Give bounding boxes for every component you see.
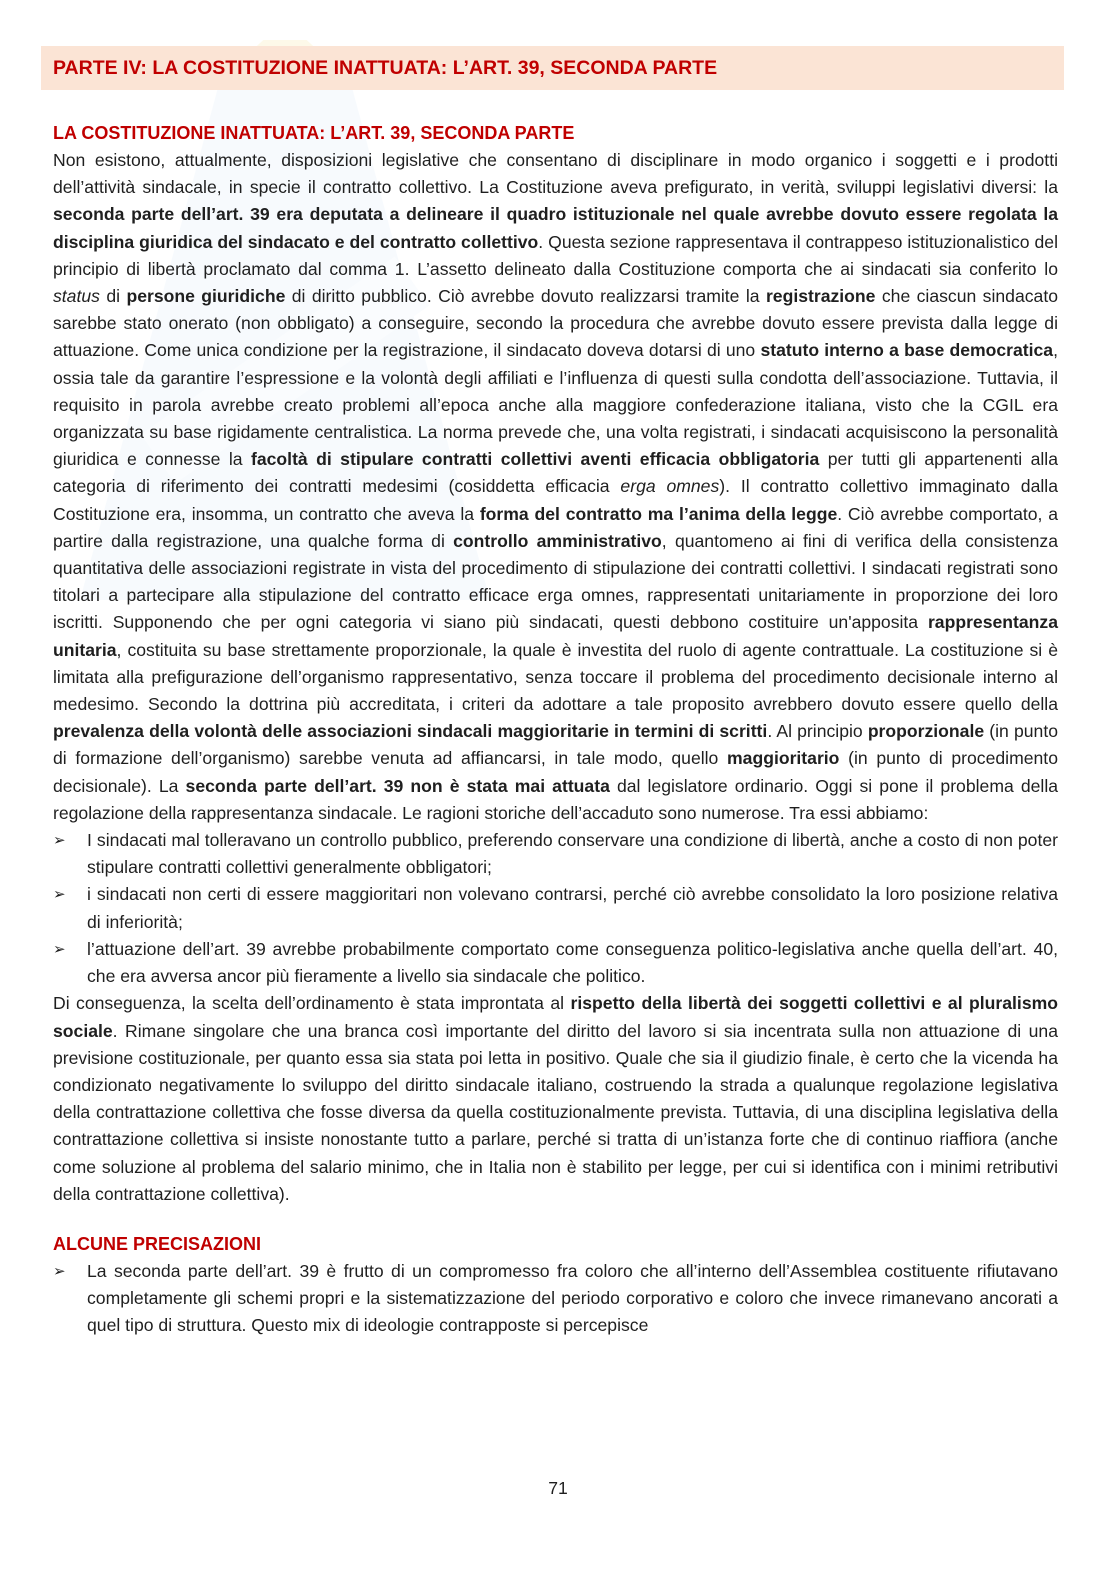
section-title-alcune-precisazioni: ALCUNE PRECISAZIONI: [53, 1233, 262, 1254]
body-paragraph-1: Non esistono, attualmente, disposizioni legislative che consentano di disciplinare in modo organico i soggetti e i prodotti dell’attività sindacale, in specie il contratto collettivo. La Costituzione aveva prefigurato, in verità, sviluppi legislativi diversi: la seconda parte dell’art. 39 era deputata a delineare il quadro istituzionale nel quale avrebbe dovuto essere regolata la disciplina giuridica del sindacato e del contratto collettivo. Questa sezione rappresentava il contrappeso istituzionalistico del principio di libertà proclamato dal comma 1. L’assetto delineato dalla Costituzione comporta che ai sindacati sia conferito lo status di persone giuridiche di diritto pubblico. Ciò avrebbe dovuto realizzarsi tramite la registrazione che ciascun sindacato sarebbe stato onerato (non obbligato) a conseguire, secondo la procedura che avrebbe dovuto essere prevista dalla legge di attuazione. Come unica condizione per la registrazione, il sindacato doveva dotarsi di uno statuto interno a base democratica, ossia tale da garantire l’espressione e la volontà degli affiliati e l’influenza di questi sulla condotta dell’associazione. Tuttavia, il requisito in parola avrebbe creato problemi all’epoca anche alla maggiore confederazione italiana, visto che la CGIL era organizzata su base rigidamente centralistica. La norma prevede che, una volta registrati, i sindacati acquisiscono la personalità giuridica e connesse la facoltà di stipulare contratti collettivi aventi efficacia obbligatoria per tutti gli appartenenti alla categoria di riferimento dei contratti medesimi (cosiddetta efficacia erga omnes). Il contratto collettivo immaginato dalla Costituzione era, insomma, un contratto che aveva la forma del contratto ma l’anima della legge. Ciò avrebbe comportato, a partire dalla registrazione, una qualche forma di controllo amministrativo, quantomeno ai fini di verifica della consistenza quantitativa delle associazioni registrate in vista del procedimento di stipulazione dei contratti collettivi. I sindacati registrati sono titolari a partecipare alla stipulazione del contratto efficace erga omnes, rappresentati unitariamente in proporzione dei loro iscritti. Supponendo che per ogni categoria vi siano più sindacati, questi debbono costituire un'apposita rappresentanza unitaria, costituita su base strettamente proporzionale, la quale è investita del ruolo di agente contrattuale. La costituzione si è limitata alla prefigurazione dell’organismo rappresentativo, senza toccare il problema del procedimento decisionale interno al medesimo. Secondo la dottrina più accreditata, i criteri da adottare a tale proposito avrebbero dovuto essere quello della prevalenza della volontà delle associazioni sindacali maggioritarie in termini di scritti. Al principio proporzionale (in punto di formazione dell’organismo) sarebbe venuta ad affiancarsi, in tale modo, quello maggioritario (in punto di procedimento decisionale). La seconda parte dell’art. 39 non è stata mai attuata dal legislatore ordinario. Oggi si pone il problema della regolazione della rappresentanza sindacale. Le ragioni storiche dell’accaduto sono numerose. Tra essi abbiamo:: [53, 150, 1059, 823]
bold-phrase: controllo amministrativo: [453, 530, 662, 551]
section-title-costituzione-inattuata: LA COSTITUZIONE INATTUATA: L’ART. 39, SECONDA PARTE: [53, 123, 575, 143]
list-item: ➢ I sindacati mal tolleravano un controllo pubblico, preferendo conservare una condizione di libertà, anche a costo di non poter stipulare contratti collettivi generalmente obbligatori;: [53, 827, 1058, 881]
arrow-bullet-icon: ➢: [53, 832, 66, 850]
bold-phrase: statuto interno a base democratica: [760, 340, 1054, 361]
bold-phrase: forma del contratto ma l’anima della legge: [479, 503, 838, 524]
list-item: ➢ La seconda parte dell’art. 39 è frutto di un compromesso fra coloro che all’interno dell’Assemblea costituente rifiutavano completamente gli schemi propri e la sistematizzazione del periodo corporativo e coloro che invece rimanevano ancorati a quel tipo di struttura. Questo mix di ideologie contrapposte si percepisce: [53, 1258, 1058, 1340]
bold-phrase: rappresentanza unitaria: [53, 612, 1058, 660]
bold-phrase: seconda parte dell’art. 39 era deputata a delineare il quadro istituzionale nel quale avrebbe dovuto essere regolata la disciplina giuridica del sindacato e del contratto collettivo: [53, 204, 1058, 252]
reasons-bullet-list: [53, 827, 1058, 990]
bold-phrase: seconda parte dell’art. 39 non è stata mai attuata: [185, 775, 610, 796]
italic-term: status: [53, 286, 100, 307]
bold-phrase: rispetto della libertà dei soggetti collettivi e al pluralismo sociale: [53, 993, 1058, 1041]
arrow-bullet-icon: ➢: [53, 1262, 66, 1280]
list-item: ➢ i sindacati non certi di essere maggioritari non volevano contrarsi, perché ciò avrebbe consolidato la loro posizione relativa di inferiorità;: [53, 881, 1058, 935]
bold-phrase: registrazione: [765, 286, 876, 307]
arrow-bullet-icon: ➢: [53, 940, 66, 958]
bold-phrase: proporzionale: [867, 721, 985, 742]
arrow-bullet-icon: ➢: [53, 886, 66, 904]
document-page: [53, 46, 1058, 1340]
list-item: ➢ l’attuazione dell’art. 39 avrebbe probabilmente comportato come conseguenza politico-legislativa anche quella dell’art. 40, che era avversa ancor più fieramente a livello sia sindacale che politico.: [53, 936, 1058, 990]
bold-phrase: maggioritario: [727, 748, 840, 769]
precisazioni-bullet-list: [53, 1258, 1058, 1340]
bold-phrase: facoltà di stipulare contratti collettivi aventi efficacia obbligatoria: [251, 449, 820, 470]
part-header-banner: PARTE IV: LA COSTITUZIONE INATTUATA: L’ART. 39, SECONDA PARTE: [41, 46, 1064, 90]
bold-phrase: prevalenza della volontà delle associazioni sindacali maggioritarie in termini di scritti: [53, 721, 768, 742]
page-number: 71: [548, 1478, 568, 1498]
bold-phrase: persone giuridiche: [126, 286, 286, 307]
body-paragraph-2: Di conseguenza, la scelta dell’ordinamento è stata improntata al rispetto della libertà dei soggetti collettivi e al pluralismo sociale. Rimane singolare che una branca così importante del diritto del lavoro si sia incentrata sulla non attuazione di una previsione costituzionale, per quanto essa sia stata poi letta in positivo. Quale che sia il giudizio finale, è certo che la vicenda ha condizionato negativamente lo sviluppo del diritto sindacale italiano, costruendo la strada a qualunque regolazione legislativa della contrattazione collettiva che fosse diversa da quella costituzionalmente prevista. Tuttavia, di una disciplina legislativa della contrattazione collettiva si insiste nonostante tutto a parlare, perché si tratta di un’istanza forte che di continuo riaffiora (anche come soluzione al problema del salario minimo, che in Italia non è stabilito per legge, per cui si identifica con i minimi retributivi della contrattazione collettiva).: [53, 993, 1058, 1204]
italic-term: erga omnes: [620, 476, 720, 497]
